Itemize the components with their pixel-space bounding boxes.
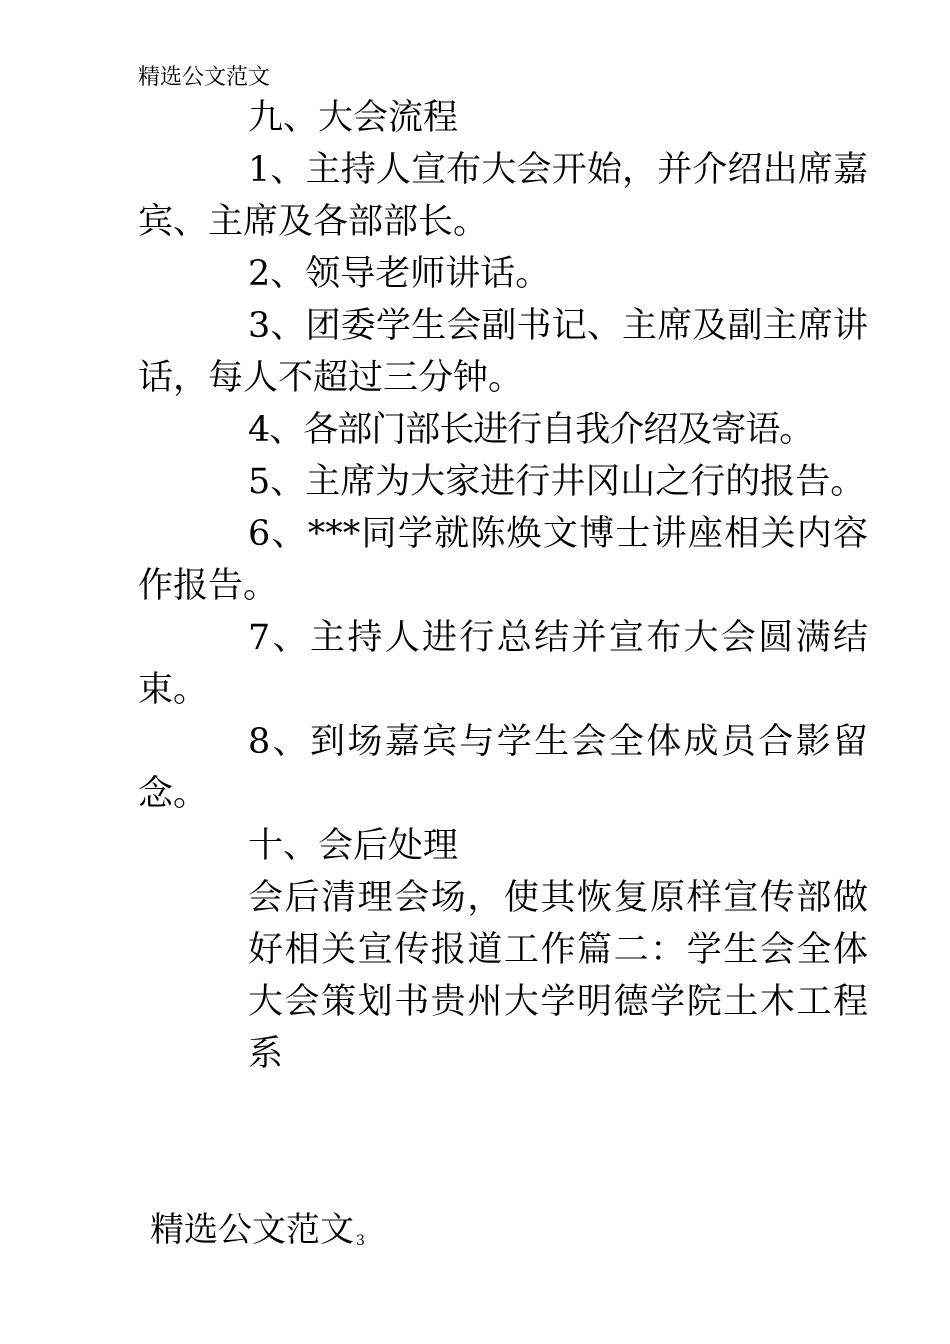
- list-item: 3、团委学生会副书记、主席及副主席讲话，每人不超过三分钟。: [138, 306, 868, 398]
- page-number: 3: [356, 1233, 365, 1249]
- document-body: [138, 92, 868, 1080]
- section-heading: 九、大会流程: [248, 98, 459, 138]
- footer-text: 精选公文范文: [150, 1210, 354, 1250]
- section-heading: 十、会后处理: [248, 826, 459, 866]
- body-paragraph: 会后清理会场，使其恢复原样宣传部做好相关宣传报道工作篇二：学生会全体大会策划书贵州大学明德学院土木工程系: [248, 878, 868, 1074]
- list-item: 4、各部门部长进行自我介绍及寄语。: [248, 410, 814, 450]
- list-item: 8、到场嘉宾与学生会全体成员合影留念。: [138, 722, 868, 814]
- list-item: 2、领导老师讲话。: [248, 254, 551, 294]
- list-item: 5、主席为大家进行井冈山之行的报告。: [248, 462, 866, 502]
- page-footer: [150, 1208, 365, 1263]
- list-item: 6、***同学就陈焕文博士讲座相关内容作报告。: [138, 514, 868, 606]
- list-item: 7、主持人进行总结并宣布大会圆满结束。: [138, 618, 868, 710]
- list-item: 1、主持人宣布大会开始，并介绍出席嘉宾、主席及各部部长。: [138, 150, 868, 242]
- page-header: 精选公文范文: [138, 65, 271, 90]
